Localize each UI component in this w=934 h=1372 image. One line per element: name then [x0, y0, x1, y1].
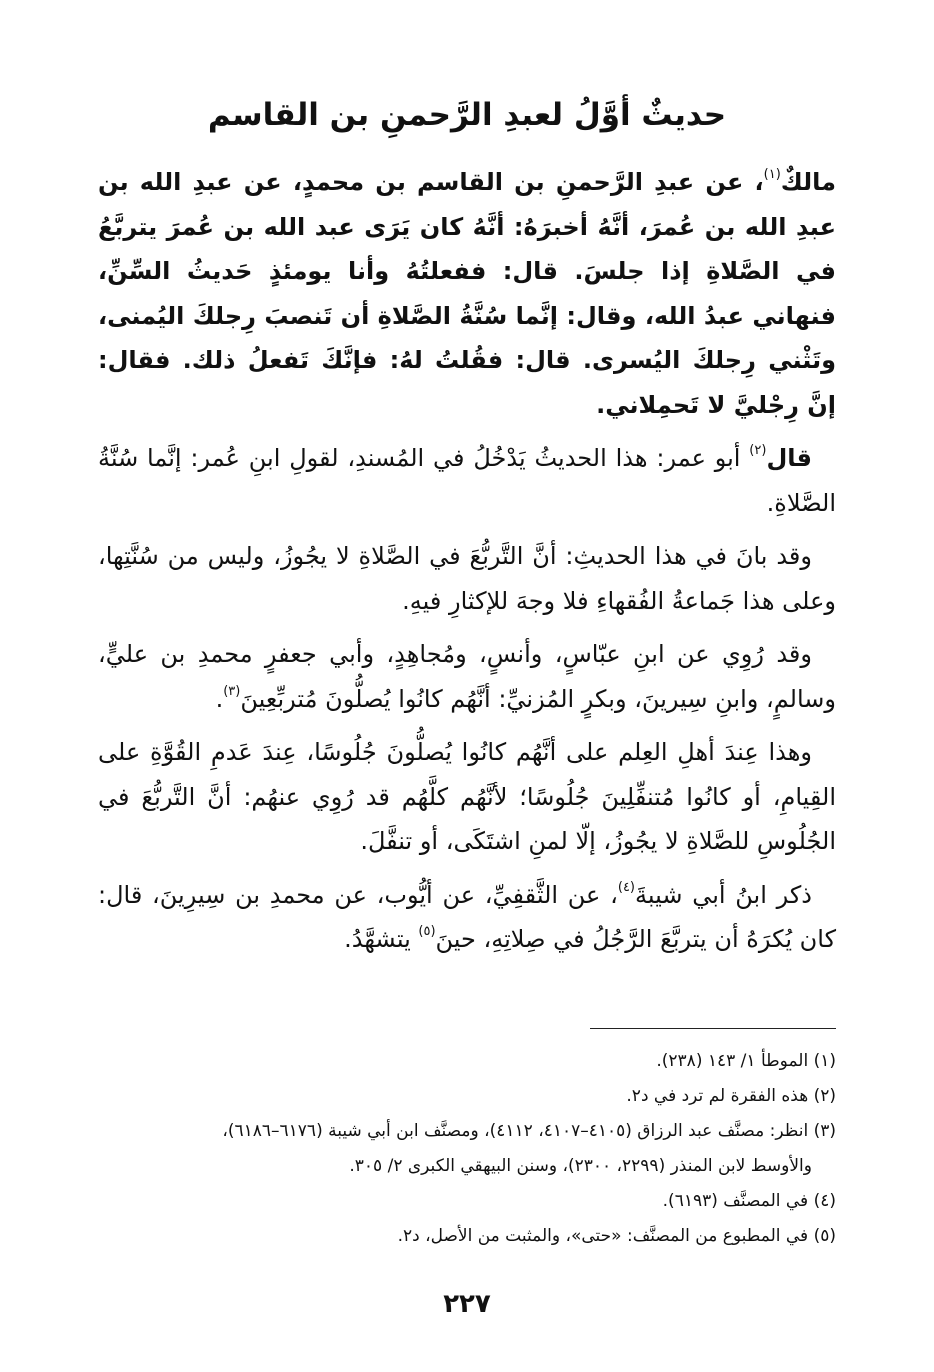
paragraph-hadith — [98, 160, 836, 427]
footnote-ref-1[interactable]: (١) — [763, 167, 781, 182]
footnote-ref-4[interactable]: (٤) — [617, 879, 635, 895]
footnote-ref-3[interactable]: (٣) — [223, 683, 241, 699]
footnote-ref-5[interactable]: (٥) — [418, 924, 436, 939]
paragraph-commentary — [98, 436, 836, 525]
paragraph-3: وقد بانَ في هذا الحديثِ: أنَّ التَّربُّعَ في الصَّلاةِ لا يجُوزُ، وليس من سُنَّتِها، وعلى هذا جَماعةُ الفُقهاءِ فلا وجهَ للإكثارِ فيهِ. — [98, 542, 836, 615]
footnote-3-line-2: والأوسط لابن المنذر (٢٢٩٩، ٢٣٠٠)، وسنن البيهقي الكبرى ٢/ ٣٠٥. — [349, 1156, 812, 1176]
paragraph-6-start: ذكر ابنُ أبي شيبةَ — [635, 880, 812, 909]
footnote-3 — [98, 1114, 836, 1184]
paragraph-6-mid: ، عن الثَّقفِيِّ، عن أيُّوب، عن محمدِ بن سِيرِينَ، قال: كان يُكرَهُ أن يتربَّعَ الرَّجُلُ في صِلاتِهِ، حينَ — [98, 880, 836, 953]
page-number: ٢٢٧ — [443, 1289, 491, 1319]
footnote-4: (٤) في المصنَّف (٦١٩٣). — [662, 1191, 836, 1211]
paragraph-4-end: . — [215, 684, 224, 713]
paragraph-4 — [98, 632, 836, 721]
footnote-divider — [590, 1028, 836, 1029]
page-title: حديثٌ أوَّلُ لعبدِ الرَّحمنِ بن القاسم — [207, 97, 727, 133]
main-text — [98, 160, 836, 971]
paragraph-6 — [98, 873, 836, 962]
footnote-2: (٢) هذه الفقرة لم ترد في د٢. — [626, 1086, 836, 1106]
paragraph-4-text: وقد رُوِي عن ابنِ عبّاسٍ، وأنسٍ، ومُجاهِدٍ، وأبي جعفرٍ محمدِ بن عليٍّ، وسالمٍ، وابنِ سِيرينَ، وبكرٍ المُزنيِّ: أنَّهُم كانُوا يُصلُّونَ مُتربِّعِينَ — [98, 640, 836, 713]
footnote-3-line-1: (٣) انظر: مصنَّف عبد الرزاق (٤١٠٥–٤١٠٧، ٤١١٢)، ومصنَّف ابن أبي شيبة (٦١٧٦–٦١٨٦)، — [222, 1121, 836, 1141]
paragraph-1-text: ، عن عبدِ الرَّحمنِ بن القاسم بن محمدٍ، عن عبدِ الله بن عبدِ الله بن عُمرَ، أنَّهُ أخبرَهُ: أنَّهُ كان يَرَى عبد الله بن عُمرَ يتربَّعُ في الصَّلاةِ إذا جلسَ. قال: ففعلتُهُ وأنا يومئذٍ حَديثُ السِّنِّ، فنهاني عبدُ الله، وقال: إنَّما سُنَّةُ الصَّلاةِ أن تَنصبَ رِجلكَ اليُمنى، وتَثْني رِجلكَ اليُسرى. قال: فقُلتُ لهُ: فإنَّكَ تَفعلُ ذلك. فقال: إنَّ رِجْليَّ لا تَحمِلاني. — [98, 168, 836, 419]
paragraph-6-end: يتشهَّدُ. — [344, 925, 419, 953]
paragraph-2-start: قال — [766, 444, 812, 472]
paragraph-2-text: أبو عمر: هذا الحديثُ يَدْخُلُ في المُسندِ، لقولِ ابنِ عُمر: إنَّما سُنَّةُ الصَّلاةِ. — [98, 444, 836, 517]
paragraph-5: وهذا عِندَ أهلِ العِلم على أنَّهُم كانُوا يُصلُّونَ جُلُوسًا، عِندَ عَدمِ القُوَّةِ على القِيامِ، أو كانُوا مُتنفِّلِينَ جُلُوسًا؛ لأنَّهُم كلَّهُم قد رُوِي عنهُم: أنَّ التَّربُّعَ في الجُلُوسِ للصَّلاةِ لا يجُوزُ، إلّا لمنِ اشتَكَى، أو تنفَّلَ. — [98, 738, 836, 855]
paragraph-1-start: مالكٌ — [780, 168, 836, 196]
footnote-1: (١) الموطأ ١/ ١٤٣ (٢٣٨). — [656, 1051, 836, 1071]
footnotes — [98, 1044, 836, 1254]
footnote-5: (٥) في المطبوع من المصنَّف: «حتى»، والمثبت من الأصل، د٢. — [397, 1226, 836, 1246]
footnote-ref-2[interactable]: (٢) — [749, 443, 767, 458]
